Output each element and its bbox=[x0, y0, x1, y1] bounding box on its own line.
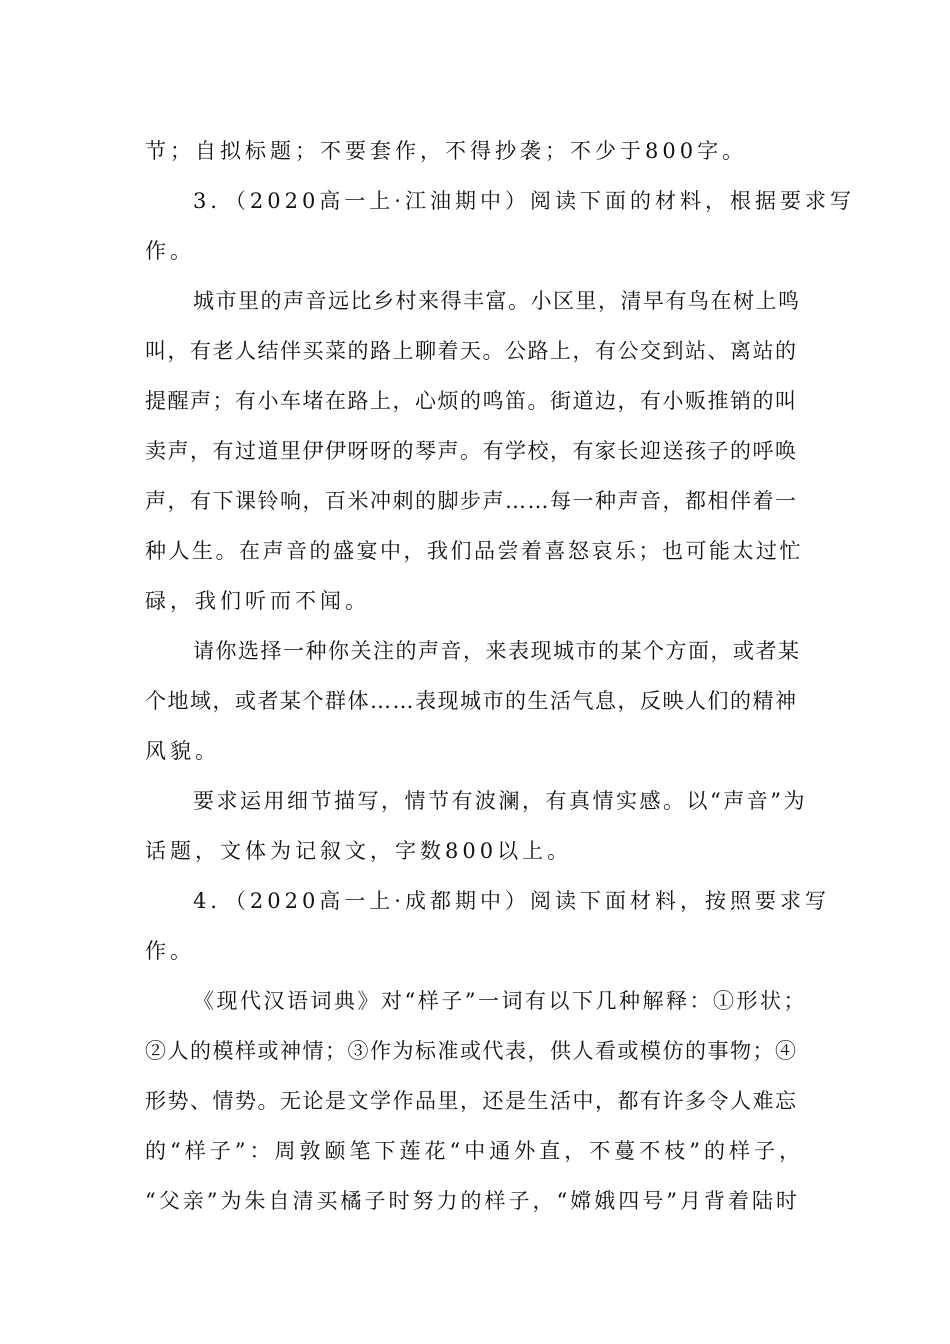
text-line: 种人生。在声音的盛宴中，我们品尝着喜怒哀乐；也可能太过忙 bbox=[145, 539, 803, 563]
question-4-heading: 4．（2020高一上·成都期中）阅读下面材料，按照要求写 bbox=[193, 889, 830, 913]
text-line: 风貌。 bbox=[145, 739, 220, 763]
text-line: ②人的模样或神情；③作为标准或代表，供人看或模仿的事物；④ bbox=[145, 1039, 798, 1063]
text-line: 话题，文体为记叙文，字数800以上。 bbox=[145, 839, 573, 863]
text-line: 提醒声；有小车堵在路上，心烦的鸣笛。街道边，有小贩推销的叫 bbox=[145, 389, 798, 413]
text-line: 作。 bbox=[145, 239, 195, 263]
paragraph-start: 请你选择一种你关注的声音，来表现城市的某个方面，或者某 bbox=[193, 639, 801, 663]
text-line: 作。 bbox=[145, 939, 195, 963]
text-line: “父亲”为朱自清买橘子时努力的样子，“嫦娥四号”月背着陆时 bbox=[145, 1189, 800, 1213]
paragraph-start: 要求运用细节描写，情节有波澜，有真情实感。以“声音”为 bbox=[193, 789, 807, 813]
text-line: 碌，我们听而不闻。 bbox=[145, 589, 370, 613]
text-line: 卖声，有过道里伊伊呀呀的琴声。有学校，有家长迎送孩子的呼唤 bbox=[145, 439, 798, 463]
text-line: 的“样子”：周敦颐笔下莲花“中通外直，不蔓不枝”的样子， bbox=[145, 1139, 804, 1163]
question-3-heading: 3．（2020高一上·江油期中）阅读下面的材料，根据要求写 bbox=[193, 189, 855, 213]
paragraph-start: 城市里的声音远比乡村来得丰富。小区里，清早有鸟在树上鸣 bbox=[193, 289, 801, 313]
text-line: 个地域，或者某个群体……表现城市的生活气息，反映人们的精神 bbox=[145, 689, 798, 713]
text-line: 节；自拟标题；不要套作，不得抄袭；不少于800字。 bbox=[145, 139, 748, 163]
paragraph-start: 《现代汉语词典》对“样子”一词有以下几种解释：①形状； bbox=[193, 989, 807, 1013]
text-line: 声，有下课铃响，百米冲刺的脚步声……每一种声音，都相伴着一 bbox=[145, 489, 798, 513]
text-line: 叫，有老人结伴买菜的路上聊着天。公路上，有公交到站、离站的 bbox=[145, 339, 798, 363]
text-line: 形势、情势。无论是文学作品里，还是生活中，都有许多令人难忘 bbox=[145, 1089, 798, 1113]
